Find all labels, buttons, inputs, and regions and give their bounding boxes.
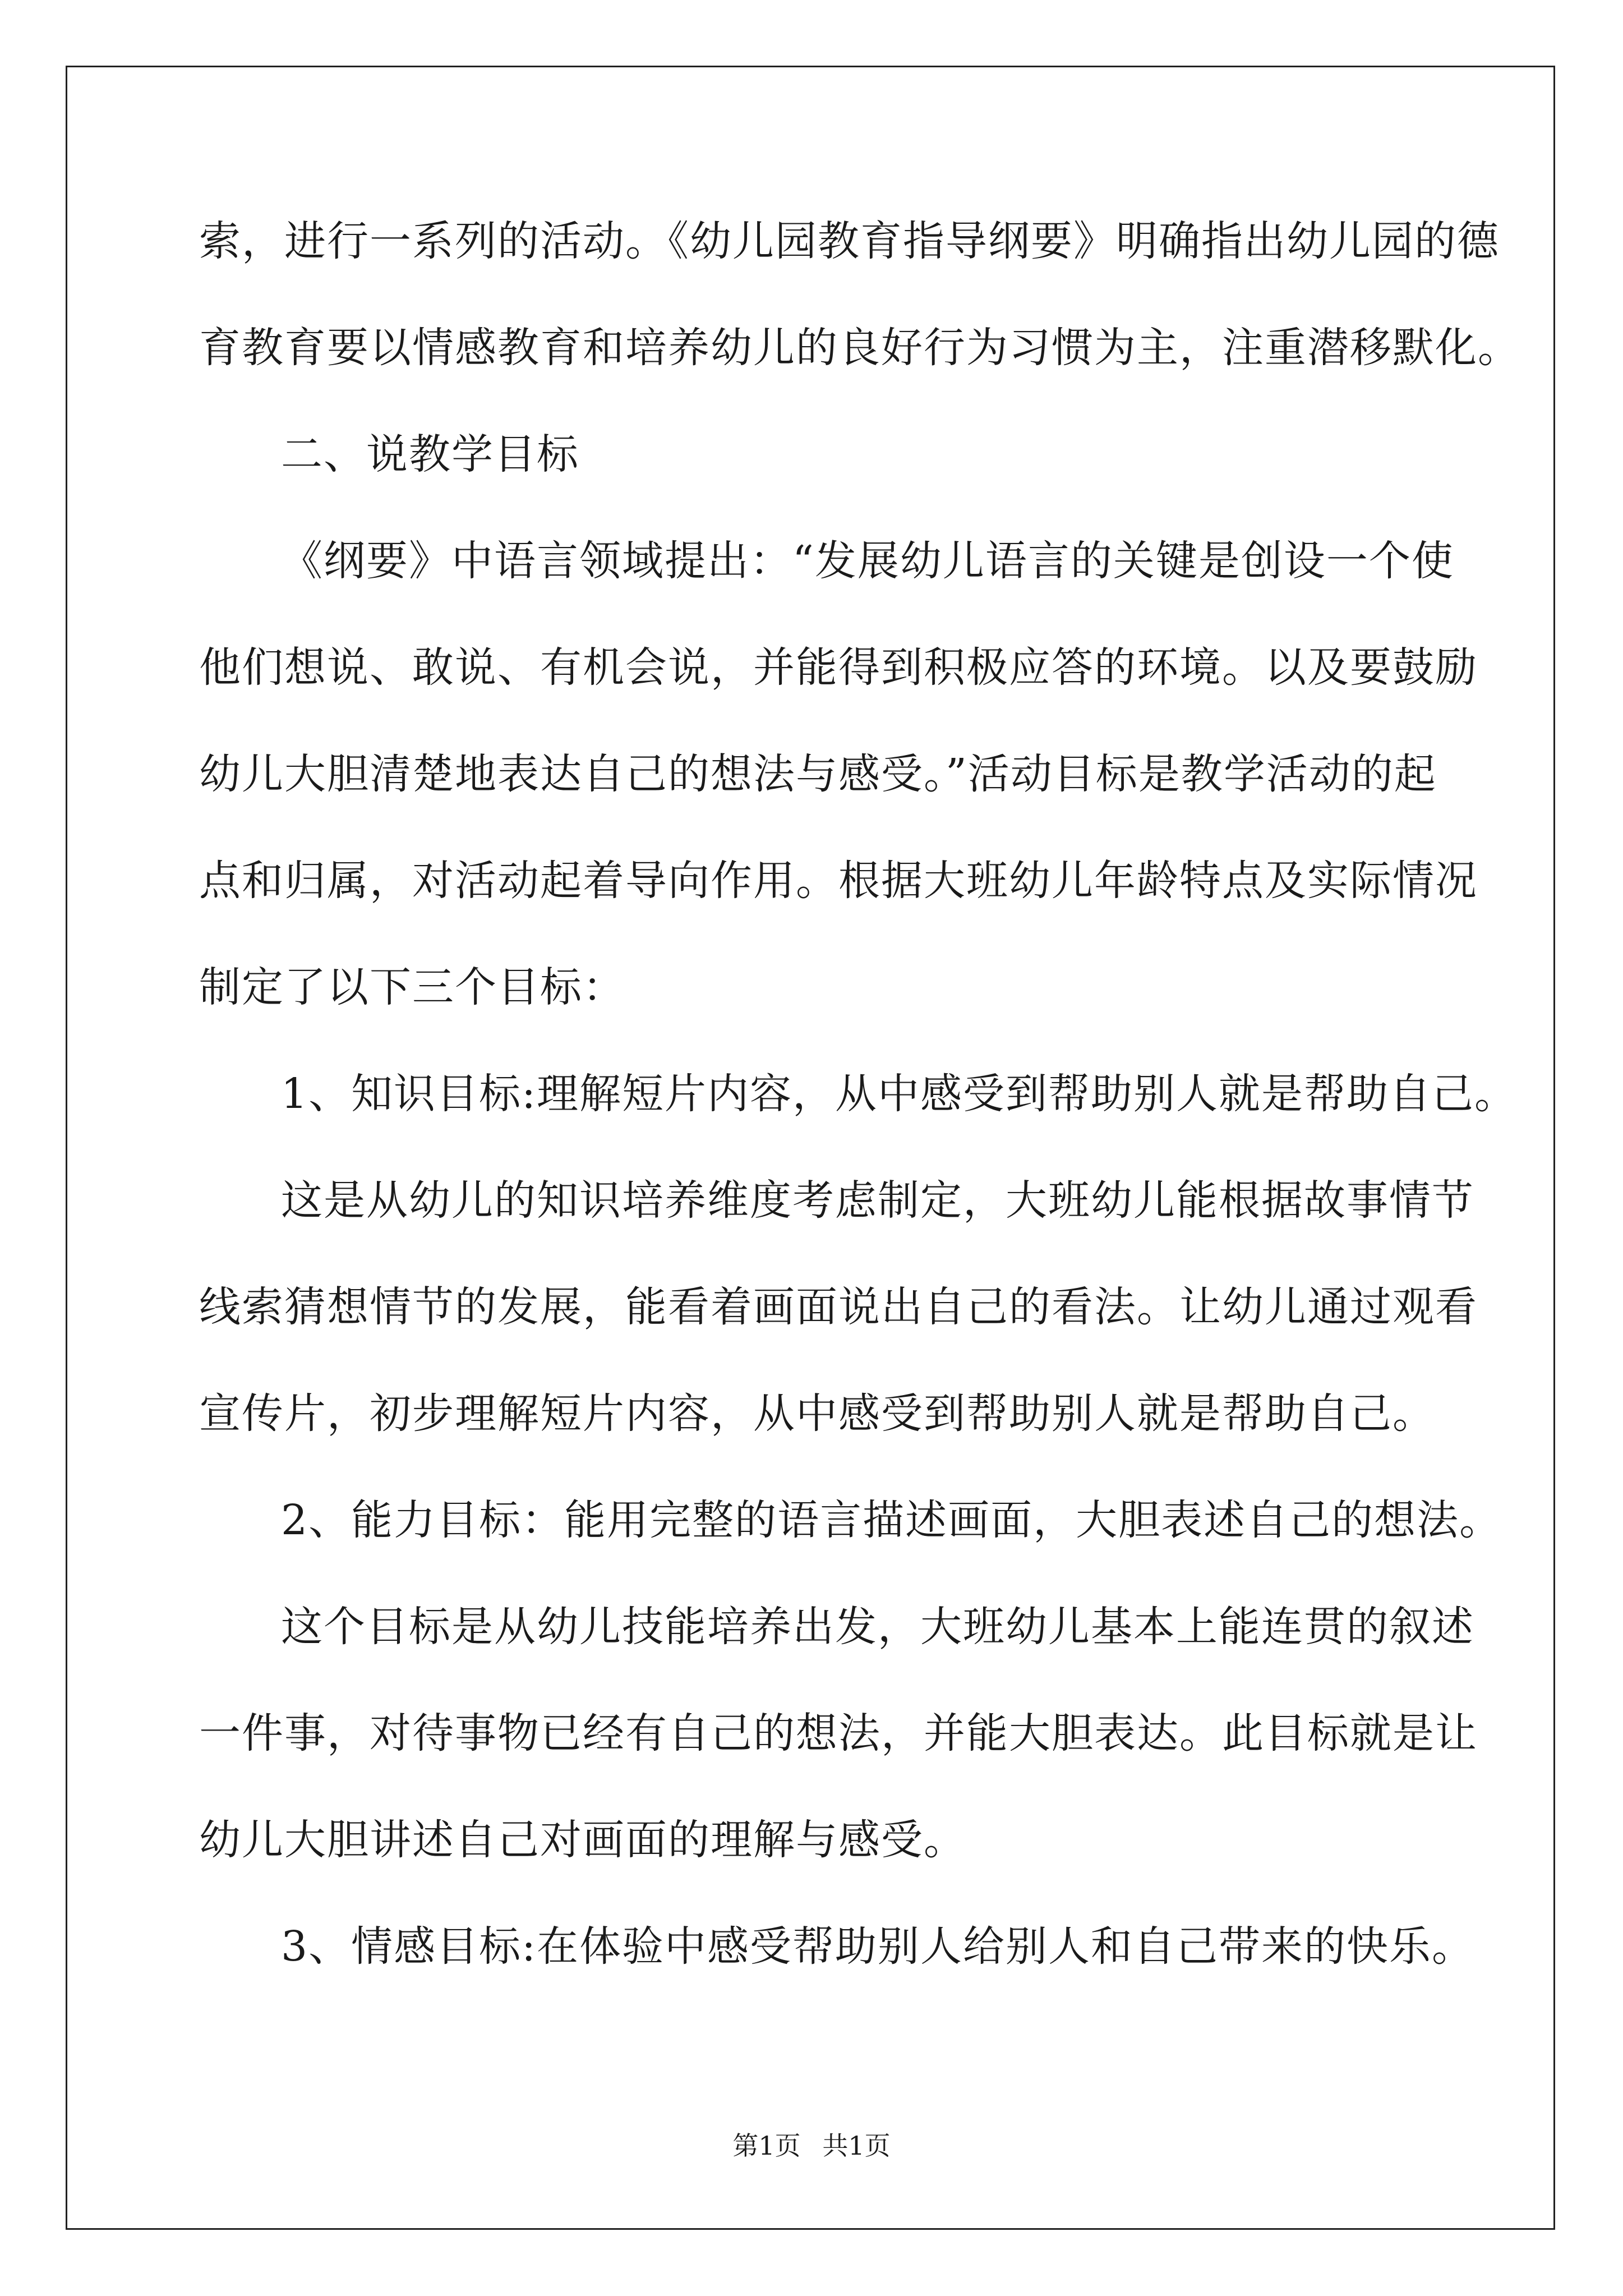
- page-border: [66, 66, 1555, 2230]
- text-line: 《纲要》中语言领域提出：“发展幼儿语言的关键是创设一个使: [281, 537, 1454, 585]
- text-line: 这是从幼儿的知识培养维度考虑制定，大班幼儿能根据故事情节: [281, 1176, 1474, 1225]
- text-line: 制定了以下三个目标：: [199, 963, 625, 1011]
- text-line: 2、能力目标：能用完整的语言描述画面，大胆表述自己的想法。: [281, 1496, 1502, 1544]
- total-pages-label: 共1页: [822, 2131, 891, 2161]
- text-line: 索，进行一系列的活动。《幼儿园教育指导纲要》明确指出幼儿园的德: [199, 217, 1500, 265]
- section-heading: 二、说教学目标: [281, 430, 579, 478]
- text-line: 3、情感目标:在体验中感受帮助别人给别人和自己带来的快乐。: [281, 1922, 1475, 1971]
- text-line: 他们想说、敢说、有机会说，并能得到积极应答的环境。以及要鼓励: [199, 643, 1478, 692]
- text-line: 幼儿大胆清楚地表达自己的想法与感受。”活动目标是教学活动的起: [199, 750, 1437, 798]
- text-line: 点和归属，对活动起着导向作用。根据大班幼儿年龄特点及实际情况: [199, 857, 1478, 905]
- text-line: 这个目标是从幼儿技能培养出发，大班幼儿基本上能连贯的叙述: [281, 1603, 1474, 1651]
- text-line: 1、知识目标:理解短片内容，从中感受到帮助别人就是帮助自己。: [281, 1070, 1518, 1118]
- text-line: 育教育要以情感教育和培养幼儿的良好行为习惯为主，注重潜移默化。: [199, 324, 1520, 372]
- text-line: 一件事，对待事物已经有自己的想法，并能大胆表达。此目标就是让: [199, 1709, 1478, 1757]
- page-footer: [0, 2130, 1623, 2161]
- text-line: 线索猜想情节的发展，能看着画面说出自己的看法。让幼儿通过观看: [199, 1283, 1478, 1331]
- text-line: 幼儿大胆讲述自己对画面的理解与感受。: [199, 1816, 966, 1864]
- text-line: 宣传片，初步理解短片内容，从中感受到帮助别人就是帮助自己。: [199, 1389, 1435, 1438]
- current-page-label: 第1页: [732, 2131, 801, 2161]
